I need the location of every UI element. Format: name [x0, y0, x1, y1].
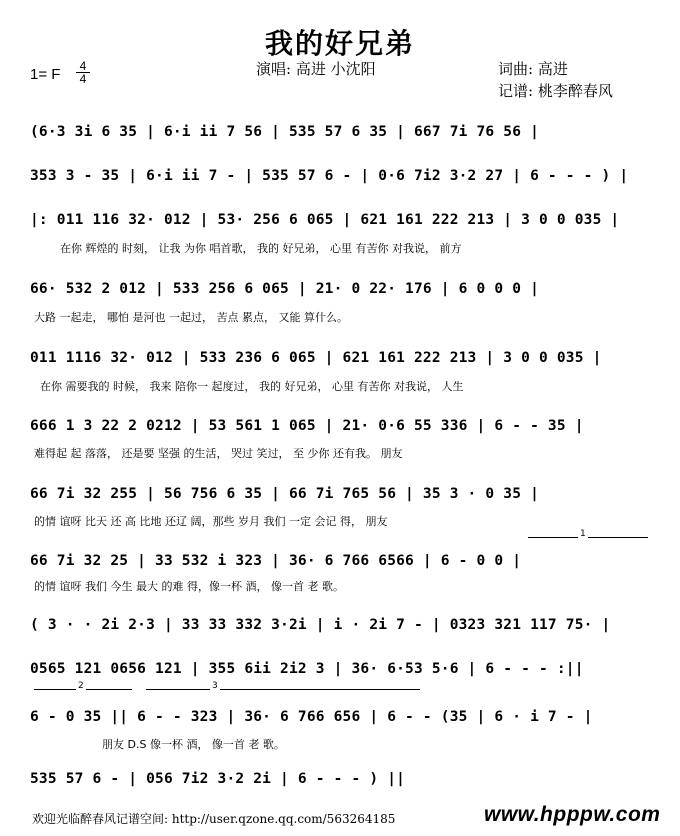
song-title: 我的好兄弟 [264, 27, 415, 60]
score-line: (6·3 3i 6 35 | 6·i ii 7 56 | 535 57 6 35 | 667 7i 76 56 | [30, 124, 539, 140]
score-line: ( 3 · · 2i 2·3 | 33 33 332 3·2i | i · 2i 7 - | 0323 321 117 75· | [30, 617, 611, 633]
score-line: 0565 121 0656 121 | 355 6ii 2i2 3 | 36· 6·53 5·6 | 6 - - - :|| [30, 661, 584, 677]
volta-bracket-1: 1 [528, 537, 648, 544]
meter-bottom: 4 [79, 72, 87, 86]
lyric-line: 的情 谊呀 我们 今生 最大 的难 得，像一杯 酒， 像一首 老 歌。 [34, 580, 344, 593]
score-line: 666 1 3 22 2 0212 | 53 561 1 065 | 21· 0·6 55 336 | 6 - - 35 | [30, 418, 584, 434]
score-line: 66· 532 2 012 | 533 256 6 065 | 21· 0 22· 176 | 6 0 0 0 | [30, 281, 539, 297]
watermark-logo: www.hpppw.com [484, 803, 661, 826]
lyric-line: 朋友 D.S 像一杯 酒， 像一首 老 歌。 [102, 738, 285, 751]
singer-credit: 演唱: 高进 小沈阳 [256, 60, 376, 78]
score-line: 66 7i 32 25 | 33 532 i 323 | 36· 6 766 6566 | 6 - 0 0 | [30, 553, 522, 569]
volta-bracket-3: 3 [146, 689, 420, 696]
score-line: 535 57 6 - | 056 7i2 3·2 2i | 6 - - - ) || [30, 771, 406, 787]
lyric-line: 大路 一起走， 哪怕 是河也 一起过， 苦点 累点， 又能 算什么。 [34, 311, 348, 324]
lyric-line: 的情 谊呀 比天 还 高 比地 还辽 阔，那些 岁月 我们 一定 会记 得， 朋友 [34, 515, 388, 528]
score-line: 66 7i 32 255 | 56 756 6 35 | 66 7i 765 56 | 35 3 · 0 35 | [30, 486, 539, 502]
score-line: 353 3 - 35 | 6·i ii 7 - | 535 57 6 - | 0·6 7i2 3·2 27 | 6 - - - ) | [30, 168, 629, 184]
footer-link[interactable]: 欢迎光临醉春风记谱空间: http://user.qzone.qq.com/563264185 [32, 812, 396, 826]
time-signature [76, 60, 90, 85]
notation-credit: 记谱: 桃李醉春风 [498, 82, 613, 100]
key-signature: 1= F [30, 66, 61, 83]
composer-credit: 词曲: 高进 [498, 60, 568, 78]
score-line: |: 011 116 32· 012 | 53· 256 6 065 | 621 161 222 213 | 3 0 0 035 | [30, 212, 620, 228]
score-line: 6 - 0 35 || 6 - - 323 | 36· 6 766 656 | 6 - - (35 | 6 · i 7 - | [30, 709, 593, 725]
score-line: 011 1116 32· 012 | 533 236 6 065 | 621 161 222 213 | 3 0 0 035 | [30, 350, 602, 366]
lyric-line: 在你 辉煌的 时刻， 让我 为你 唱首歌， 我的 好兄弟， 心里 有苦你 对我说， 前方 [60, 242, 462, 255]
lyric-line: 难得起 起 落落， 还是要 坚强 的生活， 哭过 笑过， 至 少你 还有我。 朋友 [34, 447, 403, 460]
lyric-line: 在你 需要我的 时候， 我来 陪你一 起度过， 我的 好兄弟， 心里 有苦你 对我说， 人生 [40, 380, 464, 393]
meter-top: 4 [76, 60, 90, 73]
volta-bracket-2: 2 [34, 689, 132, 696]
